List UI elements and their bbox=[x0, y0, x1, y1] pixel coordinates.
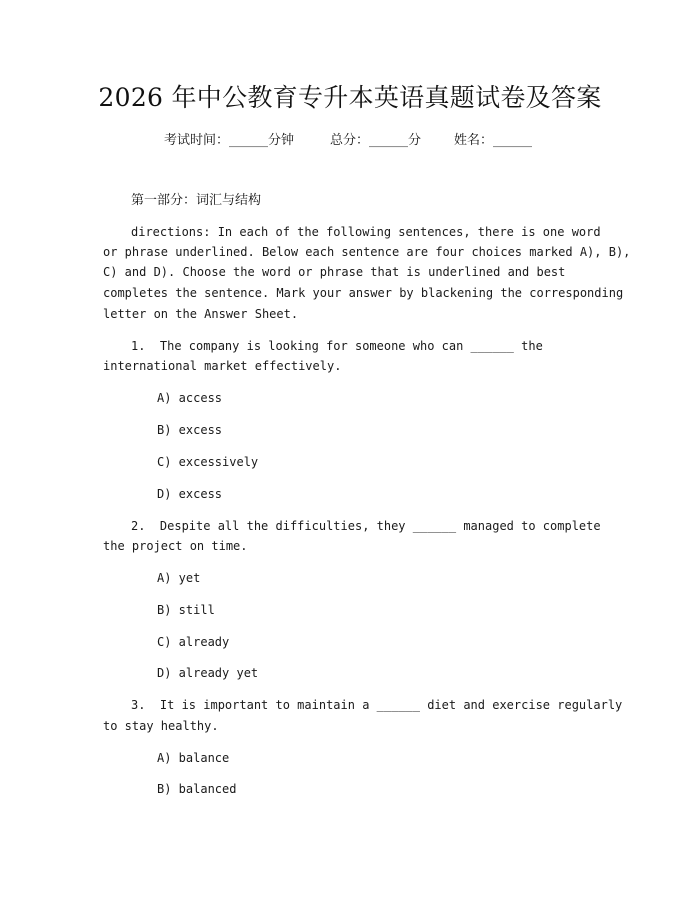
document-title: 2026 年中公教育专升本英语真题试卷及答案 bbox=[98, 83, 602, 112]
question-2-option-a: A) yet bbox=[157, 571, 201, 585]
question-1-option-a: A) access bbox=[157, 391, 223, 405]
question-2-option-b: B) still bbox=[157, 603, 215, 617]
section-heading: 第一部分：词汇与结构 bbox=[131, 193, 262, 208]
question-2-option-c: C) already bbox=[157, 635, 230, 649]
question-2-stem: 2. Despite all the difficulties, they ______ managed to complete bbox=[131, 519, 601, 533]
question-2-option-d: D) already yet bbox=[157, 666, 259, 680]
directions-line-3: C) and D). Choose the word or phrase that is underlined and best bbox=[103, 265, 566, 279]
exam-time-field: 考试时间：______分钟 bbox=[164, 133, 295, 148]
directions-line-2: or phrase underlined. Below each sentence are four choices marked A), B), bbox=[103, 245, 631, 259]
directions-line-4: completes the sentence. Mark your answer by blackening the corresponding bbox=[103, 286, 624, 300]
question-1-option-d: D) excess bbox=[157, 487, 223, 501]
question-1-stem-continued: international market effectively. bbox=[103, 359, 342, 373]
question-1-option-b: B) excess bbox=[157, 423, 223, 437]
total-score-field: 总分：______分 bbox=[330, 133, 422, 148]
question-3-stem-continued: to stay healthy. bbox=[103, 719, 219, 733]
question-3-stem: 3. It is important to maintain a ______ diet and exercise regularly bbox=[131, 698, 623, 712]
question-1-stem: 1. The company is looking for someone who can ______ the bbox=[131, 339, 543, 353]
student-name-field: 姓名：______ bbox=[454, 133, 533, 148]
directions-line-1: directions: In each of the following sentences, there is one word bbox=[131, 225, 601, 239]
question-3-option-b: B) balanced bbox=[157, 782, 237, 796]
question-2-stem-continued: the project on time. bbox=[103, 539, 248, 553]
question-1-option-c: C) excessively bbox=[157, 455, 259, 469]
directions-line-5: letter on the Answer Sheet. bbox=[103, 307, 299, 321]
question-3-option-a: A) balance bbox=[157, 751, 230, 765]
